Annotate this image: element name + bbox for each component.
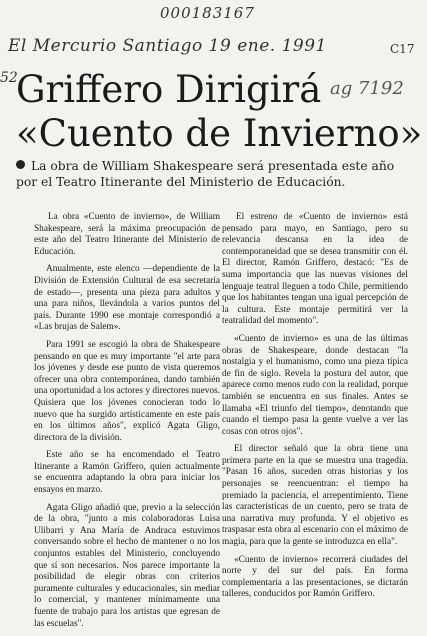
paragraph: «Cuento de invierno» recorrerá ciudades del norte y del sur del país. En forma complementaria a las presentaciones, se dictarán talleres, conducidos por Ramón Griffero. xyxy=(222,554,408,600)
bullet-icon xyxy=(16,160,25,169)
headline-line-2: «Cuento de Invierno» xyxy=(16,112,423,155)
margin-note-right: ag 7192 xyxy=(330,78,404,99)
paragraph: Anualmente, este elenco —dependiente de la División de Extensión Cultural de esa secretaría de estado—, presenta una pieza para adultos y una para niños, llevándola a varios puntos del país. Durante 1990 ese montaje correspondió a «Las brujas de Salem». xyxy=(34,264,220,333)
subheadline xyxy=(16,158,411,190)
paragraph: El estreno de «Cuento de invierno» está pensado para mayo, en Santiago, pero su relevancia descansa en la idea de contemporaneidad que se desea transmitir con él. El director, Ramón Griffero, destacó: "Es de suma importancia que las nuevas visiones del lenguaje teatral lleguen a todo Chile, permitiendo que los habitantes tengan una igual percepción de la cultura. Este montaje permitirá ver la teatralidad del momento". xyxy=(222,212,408,327)
page-number: C17 xyxy=(390,42,415,56)
paragraph: «Cuento de invierno» es una de las últimas obras de Shakespeare, donde destacan "la nostalgia y el humanismo, como una pieza típica de fin de siglo. Revela la postura del autor, que aparece como menos rudo con la realidad, porque también se encuentra en sus finales. Antes se llamaba «El triunfo del tiempo», denotando que cuando el tiempo pasa la gente vuelve a ver las cosas con otros ojos". xyxy=(222,333,408,437)
article-column-right xyxy=(222,212,408,607)
subheadline-text: La obra de William Shakespeare será presentada este año por el Teatro Itinerante del Ministerio de Educación. xyxy=(16,159,395,189)
headline-line-1: Griffero Dirigirá xyxy=(16,68,322,111)
margin-note-left: 52 xyxy=(0,70,18,86)
article-column-left xyxy=(34,212,220,636)
source-date-handwritten: El Mercurio Santiago 19 ene. 1991 xyxy=(8,36,327,56)
paragraph: Para 1991 se escogió la obra de Shakespeare pensando en que es muy importante "el arte para los jóvenes y desde ese punto de vista queremos ofrecer una obra contemporánea, dando también una oportunidad a los actores y directores nuevos. Quisiera que los jóvenes conocieran todo lo nuevo que ha surgido artísticamente en este país en los últimos años", explicó Agata Gligo, directora de la división. xyxy=(34,339,220,443)
paragraph: Este año se ha encomendado el Teatro Itinerante a Ramón Griffero, quien actualmente se encuentra adaptando la obra para iniciar los ensayos en marzo. xyxy=(34,450,220,496)
archive-code-handwritten: 000183167 xyxy=(160,4,255,22)
paragraph: Agata Gligo añadió que, previo a la selección de la obra, "junto a mis colaboradoras Luisa Ulibarri y Ana María de Andraca estuvimos conversando sobre el hecho de mantener o no los conjuntos estables del Ministerio, concluyendo que sí son necesarios. Nos parece importante la posibilidad de elegir obras con criterios puramente culturales y educacionales, sin mediar lo comercial, y mantener mínimamente una fuente de trabajo para los artistas que egresan de las escuelas". xyxy=(34,502,220,629)
paragraph: La obra «Cuento de invierno», de William Shakespeare, será la máxima preocupación de este año del Teatro Itinerante del Ministerio de Educación. xyxy=(34,212,220,257)
paragraph: El director señaló que la obra tiene una primera parte en la que se muestra una tragedia. "Pasan 16 años, suceden otras historias y los personajes se reencuentran: el tiempo ha premiado la paciencia, el arrepentimiento. Tiene las características de un cuento, pero se trata de una narrativa muy profunda. Y el objetivo es traspasar esta obra al escenario con el máximo de magia, para que la gente se introduzca en ella". xyxy=(222,444,408,548)
